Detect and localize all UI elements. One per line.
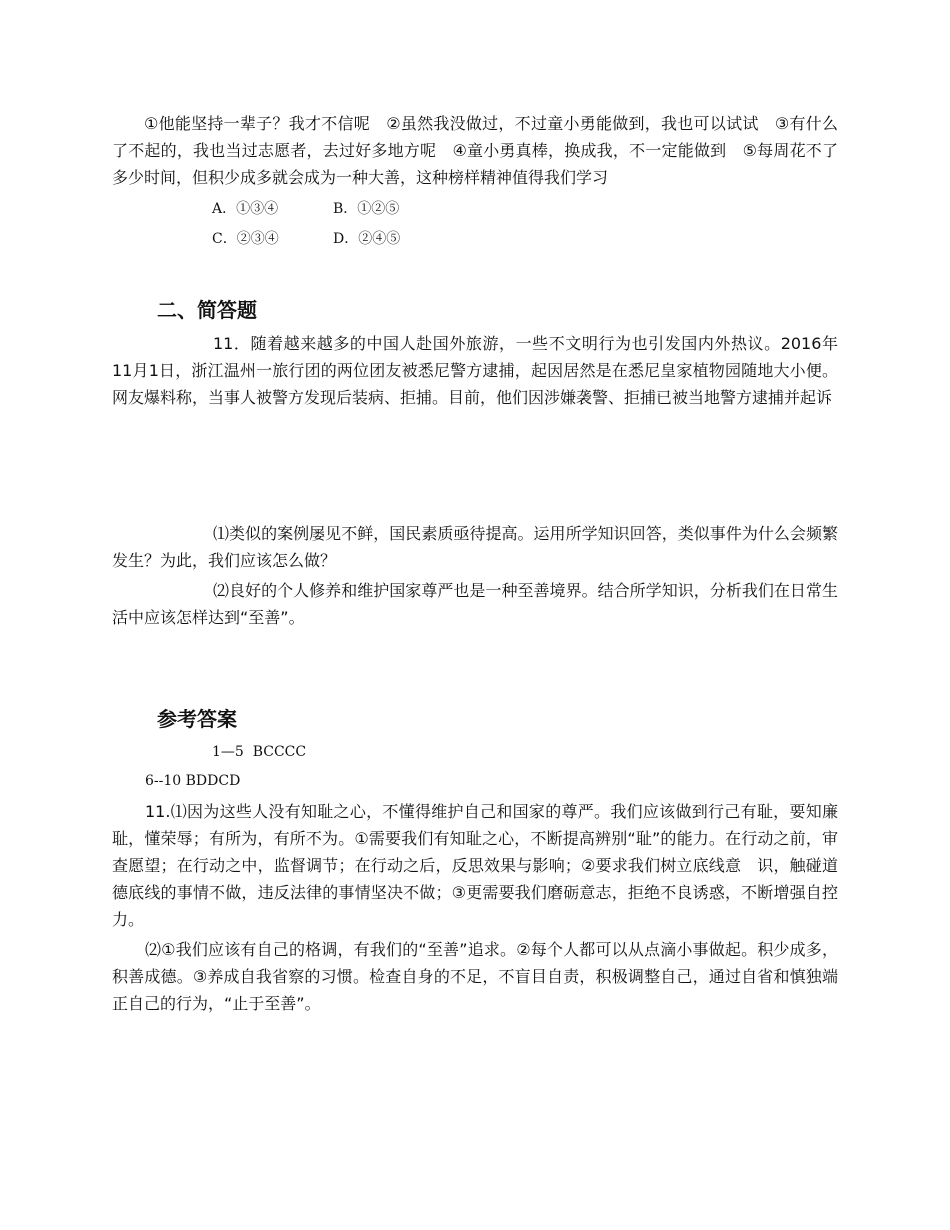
q11-stem: 11．随着越来越多的中国人赴国外旅游，一些不文明行为也引发国内外热议。2016年11月1日，浙江温州一旅行团的两位团友被悉尼警方逮捕，起因居然是在悉尼皇家植物园随地大小便。网友爆料称，当事人被警方发现后装病、拒捕。目前，他们因涉嫌袭警、拒捕已被当地警方逮捕并起诉 (112, 334, 838, 407)
q10-option-c: C．②③④ (212, 231, 279, 247)
q10-option-d: D．②④⑤ (333, 231, 401, 247)
answers-line-1-5: 1—5 BCCCC (212, 744, 307, 760)
q10-option-a: A．①③④ (212, 201, 279, 217)
answer-11-part2: ⑵①我们应该有自己的格调，有我们的“至善”追求。②每个人都可以从点滴小事做起。积少成多，积善成德。③养成自我省察的习惯。检查自身的不足，不盲目自责，积极调整自己，通过自省和慎独端正自己的行为，“止于至善”。 (112, 940, 838, 1013)
answer-11-part1: 11.⑴因为这些人没有知耻之心，不懂得维护自己和国家的尊严。我们应该做到行己有耻，要知廉耻，懂荣辱；有所为，有所不为。①需要我们有知耻之心，不断提高辨别“耻”的能力。在行动之前，审查愿望；在行动之中，监督调节；在行动之后，反思效果与影响；②要求我们树立底线意 识，触碰道德底线的事情不做，违反法律的事情坚决不做；③更需要我们磨砺意志，拒绝不良诱惑，不断增强自控力。 (112, 802, 838, 929)
section-heading-short-answer: 二、简答题 (157, 298, 257, 322)
q11-part1: ⑴类似的案例屡见不鲜，国民素质亟待提高。运用所学知识回答，类似事件为什么会频繁发生？为此，我们应该怎么做？ (112, 524, 838, 570)
answers-line-6-10: 6--10 BDDCD (145, 773, 241, 789)
answers-heading: 参考答案 (157, 707, 237, 731)
q10-stem: ①他能坚持一辈子？我才不信呢 ②虽然我没做过，不过童小勇能做到，我也可以试试 ③有什么了不起的，我也当过志愿者，去过好多地方呢 ④童小勇真棒，换成我，不一定能做到 ⑤每周花不了多少时间，但积少成多就会成为一种大善，这种榜样精神值得我们学习 (112, 114, 838, 187)
q11-part2: ⑵良好的个人修养和维护国家尊严也是一种至善境界。结合所学知识，分析我们在日常生活中应该怎样达到“至善”。 (112, 581, 838, 627)
q10-option-b: B．①②⑤ (333, 201, 400, 217)
